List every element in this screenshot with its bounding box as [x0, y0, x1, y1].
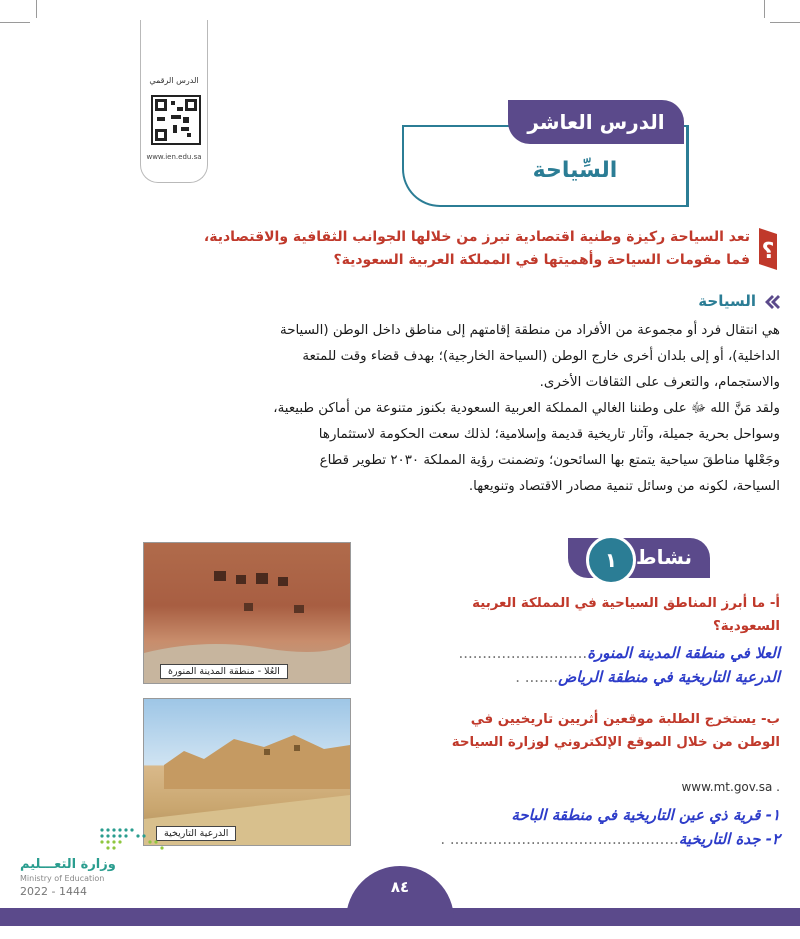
- section-heading: السياحة: [698, 292, 756, 310]
- diriyah-photo: [143, 698, 351, 846]
- digital-lesson-tab[interactable]: [140, 20, 208, 183]
- paragraph-line: هي انتقال فرد أو مجموعة من الأفراد من منطقة إقامتهم إلى مناطق داخل الوطن (السياحة: [280, 323, 780, 338]
- intro-question-line: فما مقومات السياحة وأهميتها في المملكة العربية السعودية؟: [333, 252, 750, 268]
- edition-year: 2022 - 1444: [20, 885, 87, 898]
- paragraph-line: وسواحل بحرية جميلة، وآثار تاريخية قديمة وإسلامية؛ لذلك سعت الحكومة لاستثمارها: [318, 427, 780, 442]
- alula-rock-illustration: [144, 543, 350, 683]
- photo-caption: العُلا - منطقة المدينة المنورة: [160, 664, 288, 679]
- alula-photo: [143, 542, 351, 684]
- paragraph-line: وجَعْلها مناطقَ سياحية يتمتع بها السائحون؛ وتضمنت رؤية المملكة ٢٠٣٠ تطوير قطاع: [319, 453, 780, 468]
- paragraph-line: والاستجمام، والتعرف على الثقافات الأخرى.: [539, 375, 780, 390]
- crop-mark: [36, 0, 37, 18]
- intro-question: [160, 226, 750, 272]
- lesson-title: الدرس العاشر: [508, 100, 684, 144]
- qr-code-icon[interactable]: [151, 95, 201, 145]
- handwritten-answer: العلا في منطقة المدينة المنورة...........................: [458, 644, 780, 662]
- ministry-logo-icon: [98, 826, 178, 852]
- paragraph-line: ولقد مَنَّ الله ﷻ على وطننا الغالي المملكة العربية السعودية بكنوز متنوعة من أماكن طبيعية،: [273, 401, 780, 416]
- ministry-name-ar: وزارة التعـــليم: [20, 857, 116, 872]
- question-mark-icon: [757, 226, 779, 272]
- activity-question-b: ب- يستخرج الطلبة موقعين أثريين تاريخيين في: [470, 712, 780, 727]
- answer-text: ٢- جدة التاريخية: [678, 830, 780, 848]
- intro-question-line: تعد السياحة ركيزة وطنية اقتصادية تبرز من خلالها الجوانب الثقافية والاقتصادية،: [203, 229, 750, 245]
- crop-mark: [770, 22, 800, 23]
- page-number-tab: [346, 866, 454, 926]
- activity-label: نشاط: [635, 545, 692, 569]
- activity-question-b: الوطن من خلال الموقع الإلكتروني لوزارة السياحة: [451, 735, 780, 750]
- page-number: ٨٤: [390, 878, 410, 896]
- answer-text: الدرعية التاريخية في منطقة الرياض: [558, 668, 780, 686]
- diriyah-mudbrick-illustration: [144, 699, 350, 845]
- handwritten-answer: الدرعية التاريخية في منطقة الرياض....... .: [515, 668, 780, 686]
- digital-lesson-url[interactable]: www.ien.edu.sa: [146, 153, 202, 161]
- activity-question-a: السعودية؟: [713, 619, 780, 634]
- paragraph-line: السياحة، لكونه من وسائل تنمية مصادر الاقتصاد وتنويعها.: [468, 479, 780, 494]
- crop-mark: [0, 22, 30, 23]
- ministry-name-en: Ministry of Education: [20, 874, 105, 883]
- paragraph-line: الداخلية)، أو إلى بلدان أخرى خارج الوطن (السياحة الخارجية)؛ بهدف قضاء وقت للمتعة: [302, 349, 780, 364]
- handwritten-answer: ١- قرية ذي عين التاريخية في منطقة الباحة: [511, 806, 780, 824]
- answer-text: العلا في منطقة المدينة المنورة: [587, 644, 780, 662]
- svg-text:؟: ؟: [761, 239, 775, 264]
- ministry-tourism-url[interactable]: www.mt.gov.sa .: [681, 780, 780, 794]
- crop-mark: [764, 0, 765, 18]
- handwritten-answer: ٢- جدة التاريخية................................................ .: [440, 830, 780, 848]
- lesson-topic: السِّياحة: [532, 158, 618, 183]
- activity-header: [568, 538, 710, 578]
- photo-caption: الدرعية التاريخية: [156, 826, 236, 841]
- digital-lesson-label: الدرس الرقمي: [149, 76, 199, 85]
- activity-number-badge: ١: [586, 535, 636, 585]
- activity-question-a: أ- ما أبرز المناطق السياحية في المملكة العربية: [472, 596, 780, 611]
